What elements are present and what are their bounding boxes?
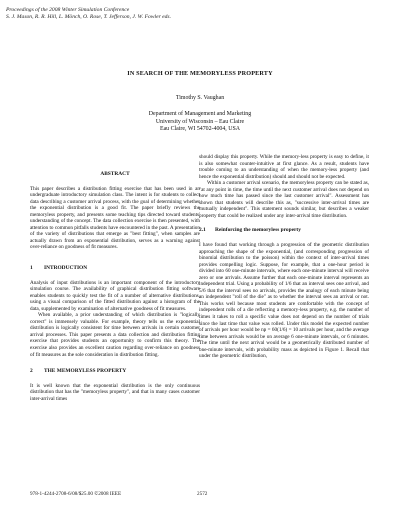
- abstract-heading: ABSTRACT: [100, 171, 130, 177]
- section-number: 2: [30, 368, 33, 375]
- proceedings-header: [6, 7, 306, 22]
- header-line-conference: Proceedings of the 2008 Winter Simulation Conference: [6, 7, 130, 13]
- body-paragraph: When available, a prior understanding of which distribution is "logically correct" is immensely valuable. For example, theory tells us the exponential distribution is logically consistent for time between arrivals in certain customer arrival processes. This paper presents a data collection and distribution fitting exercise that provides students an opportunity to confirm this theory. The exercise also provides an excellent caution regarding over-reliance on goodness of fit measures as the sole consideration in distribution fitting.: [30, 312, 200, 358]
- section-title: INTRODUCTION: [44, 265, 88, 272]
- affiliation-address: Eau Claire, WI 54702-4004, USA: [159, 126, 241, 133]
- subsection-number: 2.1: [199, 227, 206, 234]
- author-name: Timothy S. Vaughan: [175, 95, 225, 101]
- right-column: [199, 154, 369, 360]
- author-affiliation: [0, 111, 400, 134]
- subsection-heading-reinforcing: [199, 227, 369, 234]
- body-paragraph: Within a customer arrival scenario, the memoryless property can be stated as, "at any point in time, the time until the next customer arrival does not depend on how much time has passed since the last customer arrival". Assessment has shown that students will describe this as, "successive inter-arrival times are mutually independent". This statement sounds similar, but describes a weaker property that could be realized under any inter-arrival time distribution.: [199, 180, 369, 219]
- body-paragraph: It is well known that the exponential distribution is the only continuous distribution that has the "memoryless property", and that in many cases customer inter-arrival times: [30, 382, 200, 402]
- section-heading-introduction: [30, 265, 200, 272]
- affiliation-university: University of Wisconsin – Eau Claire: [155, 118, 245, 125]
- body-paragraph: should display this property. While the memory-less property is easy to define, it is also somewhat counter-intuitive at first glance. As a result, students have trouble coming to an understanding of when the memory-less property (and hence the exponential distribution) should and should not be expected.: [199, 154, 369, 180]
- abstract-text: This paper describes a distribution fitting exercise that has been used in an undergraduate introductory simulation class. The intent is for students to collect data describing a customer arrival process, with the goal of determining whether the exponential distribution is a good fit. The paper briefly reviews the memoryless property, and presents some teaching tips directed toward students' understanding of the concept. The data collection exercise is then presented, with attention to common pitfalls students have encountered in the past. A presentation of the variety of distributions that emerge as "best fitting", when samples are actually drawn from an exponential distribution, serves as a warning against over-reliance on goodness of fit measures.: [30, 185, 200, 251]
- section-heading-memoryless: [30, 368, 200, 375]
- page-number: 2572: [197, 491, 208, 497]
- body-paragraph: I have found that working through a progression of the geometric distribution approaching the shape of the exponential, (and corresponding progression of binomial distribution to the poisson) within the context of inter-arrival times provides compelling logic. Suppose, for example, that a one-hour period is divided into 60 one-minute intervals, where each one-minute interval will receive zero or one arrivals. Assume further that each one-minute interval represents an independent trial. Using a probability of 1/6 that an interval sees one arrival, and 5/6 that the interval sees no arrivals, provides the analogy of each minute being an independent "roll of the die" as to whether the interval sees an arrival or not. This works well because most students are comfortable with the concept of independent rolls of a die reflecting a memory-less property, e.g. the number of times it takes to roll a specific value does not depend on the number of trials since the last time that value was rolled. Under this model the expected number of arrivals per hour would be np = 60(1/6) = 10 arrivals per hour, and the average time between arrivals would be on average 6 one-minute intervals, or 6 minutes. The time until the next arrival would be a geometrically distributed number of one-minute intervals, with probability mass as depicted in Figure 1. Recall that under the geometric distribution,: [199, 242, 369, 360]
- subsection-title: Reinforcing the memoryless property: [215, 227, 301, 234]
- paper-title: IN SEARCH OF THE MEMORYLESS PROPERTY: [127, 70, 273, 77]
- footer-isbn: 978-1-4244-2708-6/08/$25.00 ©2008 IEEE: [30, 491, 122, 497]
- affiliation-department: Department of Management and Marketing: [148, 111, 252, 117]
- section-number: 1: [30, 265, 33, 272]
- header-line-editors: S. J. Mason, R. R. Hill, L. Mönch, O. Rose, T. Jefferson, J. W. Fowler eds.: [6, 14, 171, 21]
- section-title: THE MEMORYLESS PROPERTY: [44, 368, 127, 375]
- body-paragraph: Analysis of input distributions is an important component of the introductory simulation course. The availability of graphical distribution fitting software enables students to quickly test the fit of a number of alternative distributions, using a visual comparison of the fitted distribution against a histogram of the data, supplemented by examination of alternative goodness of fit measures.: [30, 279, 200, 312]
- left-column: [30, 171, 200, 402]
